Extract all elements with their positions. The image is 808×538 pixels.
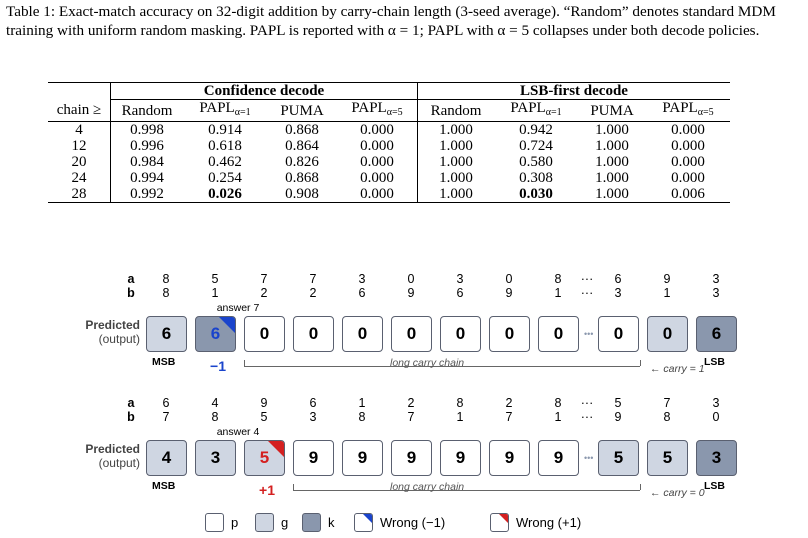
a-digit: 0 bbox=[505, 272, 513, 286]
a-digit: 8 bbox=[554, 272, 562, 286]
table-cell: 1.000 bbox=[418, 138, 495, 154]
predicted-digit: 5 bbox=[662, 448, 673, 467]
predicted-cell bbox=[598, 316, 639, 352]
table-cell: 1.000 bbox=[595, 170, 629, 186]
group-lsb: LSB-first decode bbox=[418, 83, 731, 100]
b-row-label: b bbox=[127, 286, 135, 300]
table-row bbox=[48, 154, 730, 170]
a-row-label: a bbox=[127, 396, 135, 410]
b-digit: 1 bbox=[211, 286, 219, 300]
table-cell: 0.724 bbox=[519, 138, 553, 154]
group-confidence: Confidence decode bbox=[111, 83, 418, 100]
table-cell: 0.996 bbox=[111, 138, 184, 154]
predicted-digit: 0 bbox=[504, 324, 515, 343]
predicted-cell bbox=[342, 316, 383, 352]
predicted-cell bbox=[489, 316, 530, 352]
predicted-label: Predicted bbox=[85, 318, 140, 332]
results-table bbox=[48, 82, 730, 203]
answer-label: answer 7 bbox=[216, 302, 260, 314]
table-cell: 0.308 bbox=[519, 170, 553, 186]
table-cell: 0.254 bbox=[208, 170, 242, 186]
b-digit: 1 bbox=[663, 286, 671, 300]
table-cell: 0.026 bbox=[208, 186, 242, 202]
table-cell: 0.000 bbox=[671, 170, 705, 186]
ellipsis-a: ··· bbox=[580, 272, 594, 286]
b-digit: 8 bbox=[162, 286, 170, 300]
table-cell: 0.994 bbox=[111, 170, 184, 186]
a-digit: 3 bbox=[712, 396, 720, 410]
legend-item bbox=[205, 513, 238, 532]
b-digit: 6 bbox=[456, 286, 464, 300]
predicted-cell bbox=[647, 440, 688, 476]
output-label: (output) bbox=[98, 332, 140, 346]
predicted-digit: 9 bbox=[357, 448, 368, 467]
lsb-label: LSB bbox=[704, 356, 725, 368]
table-row bbox=[48, 138, 730, 154]
chain-label: long carry chain bbox=[390, 357, 465, 369]
predicted-digit: 0 bbox=[406, 324, 417, 343]
b-digit: 9 bbox=[505, 286, 513, 300]
predicted-cell bbox=[538, 440, 579, 476]
a-digit: 8 bbox=[456, 396, 464, 410]
b-digit: 2 bbox=[309, 286, 317, 300]
predicted-cell bbox=[440, 316, 481, 352]
b-digit: 0 bbox=[712, 410, 720, 424]
table-cell: 0.000 bbox=[671, 154, 705, 170]
predicted-label: Predicted bbox=[85, 442, 140, 456]
a-digit: 2 bbox=[407, 396, 415, 410]
predicted-cell bbox=[489, 440, 530, 476]
msb-label: MSB bbox=[152, 480, 176, 492]
legend-swatch bbox=[354, 513, 373, 532]
a-digit: 6 bbox=[614, 272, 622, 286]
col-random: Random bbox=[111, 100, 184, 122]
table-cell: 0.000 bbox=[671, 122, 705, 138]
error-delta: +1 bbox=[259, 482, 275, 498]
a-digit: 9 bbox=[663, 272, 671, 286]
error-delta: −1 bbox=[210, 358, 226, 374]
a-digit: 4 bbox=[211, 396, 219, 410]
predicted-digit: 9 bbox=[406, 448, 417, 467]
table-cell: 4 bbox=[75, 122, 83, 138]
b-digit: 9 bbox=[614, 410, 622, 424]
predicted-digit: 5 bbox=[613, 448, 624, 467]
table-cell: 0.998 bbox=[111, 122, 184, 139]
col-papl-a5: $PAPL_{\alpha=5}$ bbox=[351, 100, 403, 118]
b-digit: 8 bbox=[211, 410, 219, 424]
predicted-cell bbox=[146, 316, 187, 352]
output-label: (output) bbox=[98, 456, 140, 470]
answer-label: answer 4 bbox=[216, 426, 260, 438]
predicted-cell bbox=[391, 440, 432, 476]
a-digit: 5 bbox=[211, 272, 219, 286]
predicted-digit: 0 bbox=[259, 324, 270, 343]
table-cell: 0.914 bbox=[208, 122, 242, 138]
gap-dots: ••• bbox=[584, 329, 594, 339]
chain-tick bbox=[640, 360, 641, 366]
table-cell: 28 bbox=[71, 186, 87, 202]
b-digit: 1 bbox=[554, 410, 562, 424]
a-digit: 8 bbox=[554, 396, 562, 410]
table-cell: 0.826 bbox=[285, 154, 319, 170]
table-cell: 0.618 bbox=[208, 138, 242, 154]
table-cell: 1.000 bbox=[418, 122, 495, 139]
col-papl-a5: $PAPL_{\alpha=5}$ bbox=[662, 100, 714, 118]
predicted-digit: 9 bbox=[455, 448, 466, 467]
wrong-marker-icon bbox=[219, 317, 235, 333]
a-digit: 2 bbox=[505, 396, 513, 410]
predicted-digit: 0 bbox=[308, 324, 319, 343]
ellipsis-a: ··· bbox=[580, 396, 594, 410]
predicted-cell bbox=[538, 316, 579, 352]
legend-swatch bbox=[302, 513, 321, 532]
col-papl-a1: $PAPL_{\alpha=1}$ bbox=[199, 100, 251, 118]
legend-label: k bbox=[328, 515, 335, 530]
a-digit: 7 bbox=[309, 272, 317, 286]
table-cell: 24 bbox=[71, 170, 87, 186]
legend-label: Wrong (+1) bbox=[516, 515, 582, 530]
table-cell: 0.006 bbox=[671, 186, 705, 202]
table-row bbox=[48, 170, 730, 186]
table-cell: 0.000 bbox=[671, 138, 705, 154]
table-cell: 0.984 bbox=[111, 154, 184, 170]
predicted-digit: 6 bbox=[161, 324, 172, 343]
b-digit: 7 bbox=[162, 410, 170, 424]
predicted-cell bbox=[440, 440, 481, 476]
b-digit: 2 bbox=[260, 286, 268, 300]
table-cell: 12 bbox=[71, 138, 87, 154]
predicted-cell bbox=[342, 440, 383, 476]
table-cell: 0.864 bbox=[285, 138, 319, 154]
legend-item bbox=[255, 513, 288, 532]
table-cell: 1.000 bbox=[418, 186, 495, 203]
b-digit: 1 bbox=[554, 286, 562, 300]
wrong-marker-icon bbox=[499, 514, 508, 523]
a-digit: 8 bbox=[162, 272, 170, 286]
predicted-cell bbox=[647, 316, 688, 352]
predicted-digit: 0 bbox=[553, 324, 564, 343]
b-digit: 7 bbox=[407, 410, 415, 424]
a-digit: 0 bbox=[407, 272, 415, 286]
predicted-cell bbox=[391, 316, 432, 352]
predicted-digit: 9 bbox=[553, 448, 564, 467]
legend-label: Wrong (−1) bbox=[380, 515, 446, 530]
table-cell: 0.868 bbox=[285, 122, 319, 138]
table-cell: 0.908 bbox=[285, 186, 319, 202]
a-digit: 3 bbox=[358, 272, 366, 286]
col-random: Random bbox=[418, 100, 495, 122]
table-cell: 1.000 bbox=[418, 170, 495, 186]
blank-cell bbox=[48, 83, 111, 100]
predicted-digit: 5 bbox=[259, 448, 270, 467]
legend-item bbox=[490, 513, 581, 532]
predicted-digit: 0 bbox=[357, 324, 368, 343]
predicted-cell bbox=[696, 316, 737, 352]
wrong-marker-icon bbox=[268, 441, 284, 457]
a-digit: 9 bbox=[260, 396, 268, 410]
a-digit: 3 bbox=[712, 272, 720, 286]
table-cell: 0.000 bbox=[360, 186, 394, 202]
b-digit: 9 bbox=[407, 286, 415, 300]
table-cell: 1.000 bbox=[595, 154, 629, 170]
predicted-cell bbox=[195, 316, 236, 352]
legend-item bbox=[302, 513, 335, 532]
predicted-digit: 0 bbox=[613, 324, 624, 343]
carry-label: ← carry = 0 bbox=[650, 487, 705, 499]
b-digit: 3 bbox=[614, 286, 622, 300]
table-cell: 1.000 bbox=[595, 138, 629, 154]
predicted-digit: 0 bbox=[662, 324, 673, 343]
chain-tick bbox=[640, 484, 641, 490]
table-cell: 1.000 bbox=[595, 186, 629, 202]
predicted-cell bbox=[598, 440, 639, 476]
b-digit: 7 bbox=[505, 410, 513, 424]
chain-tick bbox=[293, 484, 294, 490]
ellipsis-b: ··· bbox=[580, 410, 594, 424]
b-digit: 6 bbox=[358, 286, 366, 300]
table-cell: 1.000 bbox=[418, 154, 495, 170]
predicted-cell bbox=[244, 316, 285, 352]
b-digit: 8 bbox=[663, 410, 671, 424]
predicted-digit: 0 bbox=[455, 324, 466, 343]
col-puma: PUMA bbox=[280, 102, 324, 119]
predicted-cell bbox=[244, 440, 285, 476]
b-digit: 3 bbox=[309, 410, 317, 424]
legend-label: p bbox=[231, 515, 239, 530]
table-cell: 0.462 bbox=[208, 154, 242, 170]
carry-label: ← carry = 1 bbox=[650, 363, 705, 375]
predicted-cell bbox=[293, 316, 334, 352]
chain-line bbox=[293, 490, 640, 491]
predicted-cell bbox=[696, 440, 737, 476]
a-digit: 6 bbox=[162, 396, 170, 410]
predicted-digit: 3 bbox=[210, 448, 221, 467]
a-digit: 5 bbox=[614, 396, 622, 410]
table-cell: 0.030 bbox=[519, 186, 553, 202]
predicted-digit: 4 bbox=[161, 448, 172, 467]
a-digit: 1 bbox=[358, 396, 366, 410]
legend-swatch bbox=[205, 513, 224, 532]
table-cell: 0.942 bbox=[519, 122, 553, 138]
table-body bbox=[48, 122, 730, 203]
legend-item bbox=[354, 513, 445, 532]
wrong-marker-icon bbox=[363, 514, 372, 523]
a-digit: 7 bbox=[663, 396, 671, 410]
table-cell: 0.000 bbox=[360, 154, 394, 170]
msb-label: MSB bbox=[152, 356, 176, 368]
b-digit: 3 bbox=[712, 286, 720, 300]
col-papl-a1: $PAPL_{\alpha=1}$ bbox=[510, 100, 562, 118]
b-digit: 1 bbox=[456, 410, 464, 424]
predicted-digit: 3 bbox=[711, 448, 722, 467]
predicted-cell bbox=[146, 440, 187, 476]
a-row-label: a bbox=[127, 272, 135, 286]
row-header: chain ≥ bbox=[56, 102, 102, 119]
a-digit: 6 bbox=[309, 396, 317, 410]
b-digit: 8 bbox=[358, 410, 366, 424]
table-row bbox=[48, 186, 730, 203]
b-digit: 5 bbox=[260, 410, 268, 424]
table-caption: Table 1: Exact-match accuracy on 32-digit addition by carry-chain length (3-seed average). “Random” denotes standard MDM training with uniform random masking. PAPL is reported with α = 1; PAPL with α = 5 collapses under both decode policies. bbox=[6, 3, 776, 39]
predicted-cell bbox=[293, 440, 334, 476]
predicted-digit: 6 bbox=[711, 324, 722, 343]
table-cell: 0.000 bbox=[360, 138, 394, 154]
legend-swatch bbox=[255, 513, 274, 532]
legend-swatch bbox=[490, 513, 509, 532]
col-puma: PUMA bbox=[590, 102, 634, 119]
a-digit: 7 bbox=[260, 272, 268, 286]
gap-dots: ••• bbox=[584, 453, 594, 463]
table-cell: 0.868 bbox=[285, 170, 319, 186]
carry-chain-figure bbox=[0, 258, 808, 538]
predicted-digit: 9 bbox=[504, 448, 515, 467]
a-digit: 3 bbox=[456, 272, 464, 286]
predicted-digit: 6 bbox=[210, 324, 221, 343]
b-row-label: b bbox=[127, 410, 135, 424]
predicted-cell bbox=[195, 440, 236, 476]
ellipsis-b: ··· bbox=[580, 286, 594, 300]
table-cell: 0.992 bbox=[111, 186, 184, 203]
table-cell: 0.000 bbox=[360, 122, 394, 138]
table-cell: 0.000 bbox=[360, 170, 394, 186]
table-cell: 20 bbox=[71, 154, 87, 170]
legend-label: g bbox=[281, 515, 289, 530]
table-cell: 1.000 bbox=[595, 122, 629, 138]
predicted-digit: 9 bbox=[308, 448, 319, 467]
lsb-label: LSB bbox=[704, 480, 725, 492]
table-row bbox=[48, 122, 730, 139]
chain-label: long carry chain bbox=[390, 481, 465, 493]
table-cell: 0.580 bbox=[519, 154, 553, 170]
chain-tick bbox=[244, 360, 245, 366]
